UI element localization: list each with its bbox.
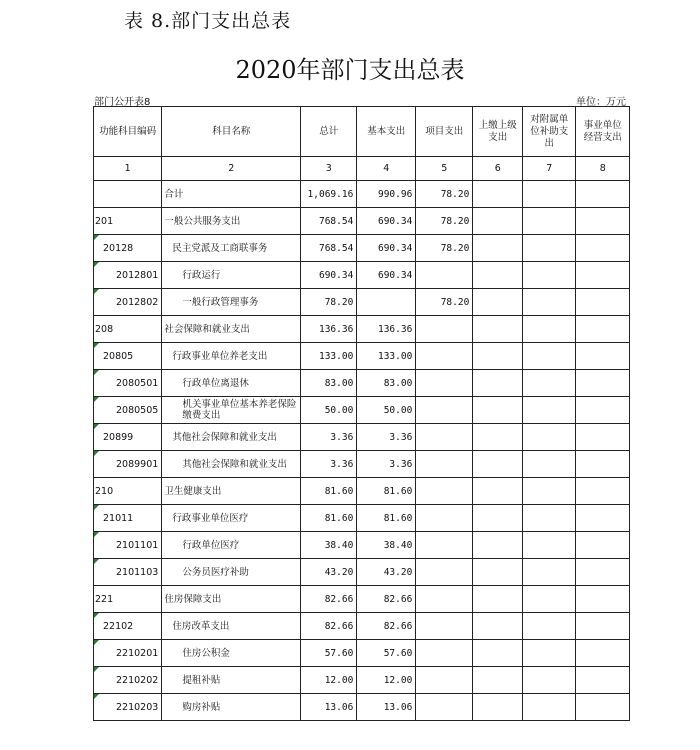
cell-remit bbox=[473, 451, 523, 478]
cell-subsidy bbox=[523, 478, 576, 505]
table-row bbox=[94, 694, 630, 721]
cell-basic: 82.66 bbox=[357, 586, 416, 613]
cell-name: 行政事业单位养老支出 bbox=[162, 343, 301, 370]
cell-basic: 50.00 bbox=[357, 397, 416, 424]
cell-project bbox=[416, 424, 473, 451]
cell-project bbox=[416, 559, 473, 586]
cell-code: 201 bbox=[94, 208, 162, 235]
cell-basic: 690.34 bbox=[357, 208, 416, 235]
page-title: 2020年部门支出总表 bbox=[235, 56, 465, 84]
cell-remit bbox=[473, 262, 523, 289]
col-header-basic: 基本支出 bbox=[357, 107, 416, 157]
cell-remit bbox=[473, 397, 523, 424]
cell-operation bbox=[576, 586, 630, 613]
cell-basic: 81.60 bbox=[357, 478, 416, 505]
cell-name: 机关事业单位基本养老保险缴费支出 bbox=[162, 397, 301, 424]
table-row bbox=[94, 289, 630, 316]
cell-total: 136.36 bbox=[301, 316, 357, 343]
cell-operation bbox=[576, 667, 630, 694]
cell-operation bbox=[576, 694, 630, 721]
cell-subsidy bbox=[523, 559, 576, 586]
table-row bbox=[94, 262, 630, 289]
cell-code: 2012801 bbox=[94, 262, 162, 289]
cell-basic bbox=[357, 289, 416, 316]
cell-subsidy bbox=[523, 505, 576, 532]
table-row bbox=[94, 532, 630, 559]
cell-subsidy bbox=[523, 235, 576, 262]
cell-project bbox=[416, 613, 473, 640]
cell-subsidy bbox=[523, 667, 576, 694]
cell-basic: 83.00 bbox=[357, 370, 416, 397]
cell-basic: 82.66 bbox=[357, 613, 416, 640]
col-index: 8 bbox=[576, 157, 630, 181]
cell-subsidy bbox=[523, 451, 576, 478]
cell-total: 82.66 bbox=[301, 586, 357, 613]
cell-subsidy bbox=[523, 262, 576, 289]
cell-remit bbox=[473, 478, 523, 505]
cell-remit bbox=[473, 694, 523, 721]
cell-total: 133.00 bbox=[301, 343, 357, 370]
cell-code: 2080505 bbox=[94, 397, 162, 424]
cell-basic: 57.60 bbox=[357, 640, 416, 667]
col-header-remit: 上缴上级支出 bbox=[473, 107, 523, 157]
col-header-subsidy: 对附属单位补助支出 bbox=[523, 107, 576, 157]
cell-remit bbox=[473, 640, 523, 667]
cell-code: 210 bbox=[94, 478, 162, 505]
cell-project bbox=[416, 316, 473, 343]
cell-name: 一般公共服务支出 bbox=[162, 208, 301, 235]
col-header-code: 功能科目编码 bbox=[94, 107, 162, 157]
col-header-operation: 事业单位经营支出 bbox=[576, 107, 630, 157]
cell-project bbox=[416, 532, 473, 559]
cell-total: 78.20 bbox=[301, 289, 357, 316]
cell-remit bbox=[473, 667, 523, 694]
header-row bbox=[94, 107, 630, 157]
cell-remit bbox=[473, 505, 523, 532]
cell-project bbox=[416, 640, 473, 667]
cell-basic: 3.36 bbox=[357, 424, 416, 451]
cell-remit bbox=[473, 289, 523, 316]
cell-operation bbox=[576, 235, 630, 262]
cell-operation bbox=[576, 370, 630, 397]
cell-project bbox=[416, 370, 473, 397]
cell-basic: 3.36 bbox=[357, 451, 416, 478]
cell-subsidy bbox=[523, 532, 576, 559]
cell-code: 2101103 bbox=[94, 559, 162, 586]
cell-name: 住房改革支出 bbox=[162, 613, 301, 640]
cell-subsidy bbox=[523, 694, 576, 721]
cell-subsidy bbox=[523, 640, 576, 667]
table-row bbox=[94, 316, 630, 343]
cell-total: 768.54 bbox=[301, 235, 357, 262]
cell-remit bbox=[473, 208, 523, 235]
cell-subsidy bbox=[523, 613, 576, 640]
cell-subsidy bbox=[523, 370, 576, 397]
cell-total: 3.36 bbox=[301, 451, 357, 478]
cell-subsidy bbox=[523, 208, 576, 235]
cell-total: 81.60 bbox=[301, 478, 357, 505]
cell-project bbox=[416, 505, 473, 532]
cell-name: 行政单位医疗 bbox=[162, 532, 301, 559]
table-row bbox=[94, 235, 630, 262]
cell-total: 83.00 bbox=[301, 370, 357, 397]
cell-project: 78.20 bbox=[416, 235, 473, 262]
cell-project bbox=[416, 343, 473, 370]
cell-basic: 136.36 bbox=[357, 316, 416, 343]
cell-total: 82.66 bbox=[301, 613, 357, 640]
cell-total: 81.60 bbox=[301, 505, 357, 532]
table-row bbox=[94, 640, 630, 667]
col-index: 6 bbox=[473, 157, 523, 181]
table-row bbox=[94, 208, 630, 235]
cell-operation bbox=[576, 316, 630, 343]
cell-remit bbox=[473, 343, 523, 370]
cell-code: 2089901 bbox=[94, 451, 162, 478]
cell-remit bbox=[473, 532, 523, 559]
cell-name: 民主党派及工商联事务 bbox=[162, 235, 301, 262]
cell-operation bbox=[576, 262, 630, 289]
cell-code: 2210203 bbox=[94, 694, 162, 721]
cell-total: 690.34 bbox=[301, 262, 357, 289]
table-row bbox=[94, 343, 630, 370]
table-body bbox=[94, 181, 630, 721]
cell-name: 住房公积金 bbox=[162, 640, 301, 667]
cell-basic: 690.34 bbox=[357, 262, 416, 289]
cell-code: 2210201 bbox=[94, 640, 162, 667]
table-row bbox=[94, 370, 630, 397]
cell-remit bbox=[473, 181, 523, 208]
cell-subsidy bbox=[523, 424, 576, 451]
cell-operation bbox=[576, 505, 630, 532]
cell-basic: 12.00 bbox=[357, 667, 416, 694]
cell-project bbox=[416, 478, 473, 505]
cell-name: 卫生健康支出 bbox=[162, 478, 301, 505]
cell-project bbox=[416, 397, 473, 424]
cell-name: 行政事业单位医疗 bbox=[162, 505, 301, 532]
col-header-name: 科目名称 bbox=[162, 107, 301, 157]
cell-total: 3.36 bbox=[301, 424, 357, 451]
cell-code: 21011 bbox=[94, 505, 162, 532]
cell-total: 50.00 bbox=[301, 397, 357, 424]
cell-code: 20128 bbox=[94, 235, 162, 262]
cell-name: 其他社会保障和就业支出 bbox=[162, 424, 301, 451]
cell-subsidy bbox=[523, 181, 576, 208]
table-row bbox=[94, 559, 630, 586]
cell-remit bbox=[473, 586, 523, 613]
table-row bbox=[94, 586, 630, 613]
cell-operation bbox=[576, 289, 630, 316]
cell-project bbox=[416, 262, 473, 289]
cell-subsidy bbox=[523, 397, 576, 424]
cell-subsidy bbox=[523, 289, 576, 316]
cell-basic: 43.20 bbox=[357, 559, 416, 586]
cell-total: 38.40 bbox=[301, 532, 357, 559]
col-index: 5 bbox=[416, 157, 473, 181]
col-index: 1 bbox=[94, 157, 162, 181]
cell-total: 13.06 bbox=[301, 694, 357, 721]
section-heading: 表 8.部门支出总表 bbox=[124, 10, 292, 32]
cell-remit bbox=[473, 370, 523, 397]
col-index: 3 bbox=[301, 157, 357, 181]
cell-code: 208 bbox=[94, 316, 162, 343]
col-header-total: 总计 bbox=[301, 107, 357, 157]
table-row bbox=[94, 667, 630, 694]
cell-code: 2080501 bbox=[94, 370, 162, 397]
cell-operation bbox=[576, 451, 630, 478]
cell-total: 12.00 bbox=[301, 667, 357, 694]
cell-total: 1,069.16 bbox=[301, 181, 357, 208]
cell-basic: 38.40 bbox=[357, 532, 416, 559]
cell-subsidy bbox=[523, 343, 576, 370]
cell-name: 公务员医疗补助 bbox=[162, 559, 301, 586]
cell-project: 78.20 bbox=[416, 208, 473, 235]
cell-code: 20805 bbox=[94, 343, 162, 370]
cell-project: 78.20 bbox=[416, 289, 473, 316]
cell-code: 2101101 bbox=[94, 532, 162, 559]
expenditure-table bbox=[93, 106, 630, 721]
cell-remit bbox=[473, 316, 523, 343]
table-row bbox=[94, 424, 630, 451]
cell-project bbox=[416, 451, 473, 478]
cell-name: 购房补贴 bbox=[162, 694, 301, 721]
table-row bbox=[94, 613, 630, 640]
cell-operation bbox=[576, 559, 630, 586]
cell-operation bbox=[576, 181, 630, 208]
table-row bbox=[94, 397, 630, 424]
table-row bbox=[94, 505, 630, 532]
cell-basic: 690.34 bbox=[357, 235, 416, 262]
col-index: 7 bbox=[523, 157, 576, 181]
cell-operation bbox=[576, 343, 630, 370]
cell-code: 20899 bbox=[94, 424, 162, 451]
cell-name: 提租补贴 bbox=[162, 667, 301, 694]
col-index: 4 bbox=[357, 157, 416, 181]
cell-remit bbox=[473, 613, 523, 640]
cell-subsidy bbox=[523, 586, 576, 613]
cell-total: 768.54 bbox=[301, 208, 357, 235]
cell-project: 78.20 bbox=[416, 181, 473, 208]
unit-label: 单位：万元 bbox=[576, 97, 626, 108]
cell-operation bbox=[576, 613, 630, 640]
cell-basic: 13.06 bbox=[357, 694, 416, 721]
cell-name: 合计 bbox=[162, 181, 301, 208]
table-row bbox=[94, 478, 630, 505]
cell-project bbox=[416, 694, 473, 721]
cell-operation bbox=[576, 532, 630, 559]
cell-operation bbox=[576, 424, 630, 451]
cell-basic: 81.60 bbox=[357, 505, 416, 532]
table-code: 部门公开表8 bbox=[94, 97, 151, 108]
col-header-project: 项目支出 bbox=[416, 107, 473, 157]
cell-subsidy bbox=[523, 316, 576, 343]
cell-code: 221 bbox=[94, 586, 162, 613]
cell-name: 行政运行 bbox=[162, 262, 301, 289]
index-row bbox=[94, 157, 630, 181]
table-row bbox=[94, 451, 630, 478]
cell-name: 行政单位离退休 bbox=[162, 370, 301, 397]
cell-operation bbox=[576, 640, 630, 667]
cell-code bbox=[94, 181, 162, 208]
cell-basic: 133.00 bbox=[357, 343, 416, 370]
cell-remit bbox=[473, 424, 523, 451]
cell-project bbox=[416, 586, 473, 613]
cell-remit bbox=[473, 235, 523, 262]
col-index: 2 bbox=[162, 157, 301, 181]
cell-name: 其他社会保障和就业支出 bbox=[162, 451, 301, 478]
cell-name: 社会保障和就业支出 bbox=[162, 316, 301, 343]
cell-total: 43.20 bbox=[301, 559, 357, 586]
cell-remit bbox=[473, 559, 523, 586]
cell-operation bbox=[576, 397, 630, 424]
total-row bbox=[94, 181, 630, 208]
cell-name: 一般行政管理事务 bbox=[162, 289, 301, 316]
cell-project bbox=[416, 667, 473, 694]
cell-operation bbox=[576, 478, 630, 505]
cell-name: 住房保障支出 bbox=[162, 586, 301, 613]
cell-code: 22102 bbox=[94, 613, 162, 640]
cell-operation bbox=[576, 208, 630, 235]
cell-basic: 990.96 bbox=[357, 181, 416, 208]
cell-code: 2012802 bbox=[94, 289, 162, 316]
cell-code: 2210202 bbox=[94, 667, 162, 694]
cell-total: 57.60 bbox=[301, 640, 357, 667]
